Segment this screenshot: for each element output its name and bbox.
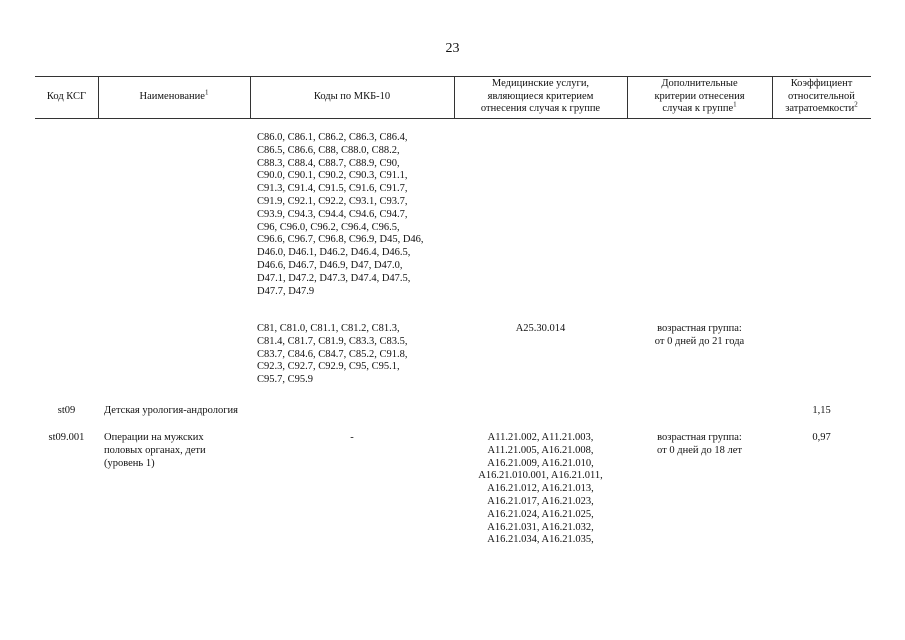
header-coef xyxy=(772,76,871,118)
row-services: A25.30.014 xyxy=(515,323,566,334)
row-name: Операции на мужских половых органах, дети (уровень 1) xyxy=(104,432,206,469)
header-extra-footnote: 1 xyxy=(733,100,737,109)
header-name-text: Наименование xyxy=(139,90,205,102)
row-code: st09.001 xyxy=(48,432,85,443)
header-code-text: Код КСГ xyxy=(46,90,87,102)
header-services-text: Медицинские услуги, являющиеся критерием отнесения случая к группе xyxy=(480,78,601,115)
header-icd-text: Коды по МКБ-10 xyxy=(313,90,391,102)
row-services: A11.21.002, A11.21.003, A11.21.005, A16.21.008, A16.21.009, A16.21.010, A16.21.010.001, A16.21.011, A16.21.012, A16.21.013, A16.21.017, A16.21.023, A16.21.024, A16.21.025, A16.21.031, A16.21.032, A16.21.034, A16.21.035, xyxy=(478,432,603,546)
header-coef-footnote: 2 xyxy=(854,100,858,109)
row-coefficient: 1,15 xyxy=(812,405,831,416)
header-extra xyxy=(627,76,772,118)
table-header-bottom-rule xyxy=(35,118,871,119)
row-coefficient: 0,97 xyxy=(812,432,831,443)
row-name: Детская урология-андрология xyxy=(104,405,238,416)
row-icd-codes: C86.0, C86.1, C86.2, C86.3, C86.4, C86.5, C86.6, C88, C88.0, C88.2, C88.3, C88.4, C88.7, C88.9, C90, C90.0, C90.1, C90.2, C90.3, C91.1, C91.3, C91.4, C91.5, C91.6, C91.7, C91.9, C92.1, C92.2, C93.1, C93.7, C93.9, C94.3, C94.4, C94.6, C94.7, C96, C96.0, C96.2, C96.4, C96.5, C96.6, C96.7, C96.8, C96.9, D45, D46, D46.0, D46.1, D46.2, D46.4, D46.5, D46.6, D46.7, D46.9, D47, D47.0, D47.1, D47.2, D47.3, D47.4, D47.5, D47.7, D47.9 xyxy=(257,132,424,297)
header-coef-text: Коэффициент относительной затратоемкости xyxy=(785,78,855,115)
row-icd-codes: C81, C81.0, C81.1, C81.2, C81.3, C81.4, C81.7, C81.9, C83.3, C83.5, C83.7, C84.6, C84.7, C85.2, C91.8, C92.3, C92.7, C92.9, C95, C95.1, C95.7, C95.9 xyxy=(257,323,408,386)
header-name-footnote: 1 xyxy=(204,88,209,97)
header-code xyxy=(35,76,98,118)
header-icd xyxy=(250,76,454,118)
header-extra-text: Дополнительные критерии отнесения случая к группе xyxy=(654,78,745,115)
header-name xyxy=(98,76,250,118)
header-services xyxy=(454,76,627,118)
page-number: 23 xyxy=(445,41,460,56)
row-extra-criteria: возрастная группа: от 0 дней до 21 года xyxy=(654,323,745,347)
row-icd-codes: - xyxy=(350,432,354,443)
row-extra-criteria: возрастная группа: от 0 дней до 18 лет xyxy=(657,432,742,456)
row-code: st09 xyxy=(57,405,76,416)
